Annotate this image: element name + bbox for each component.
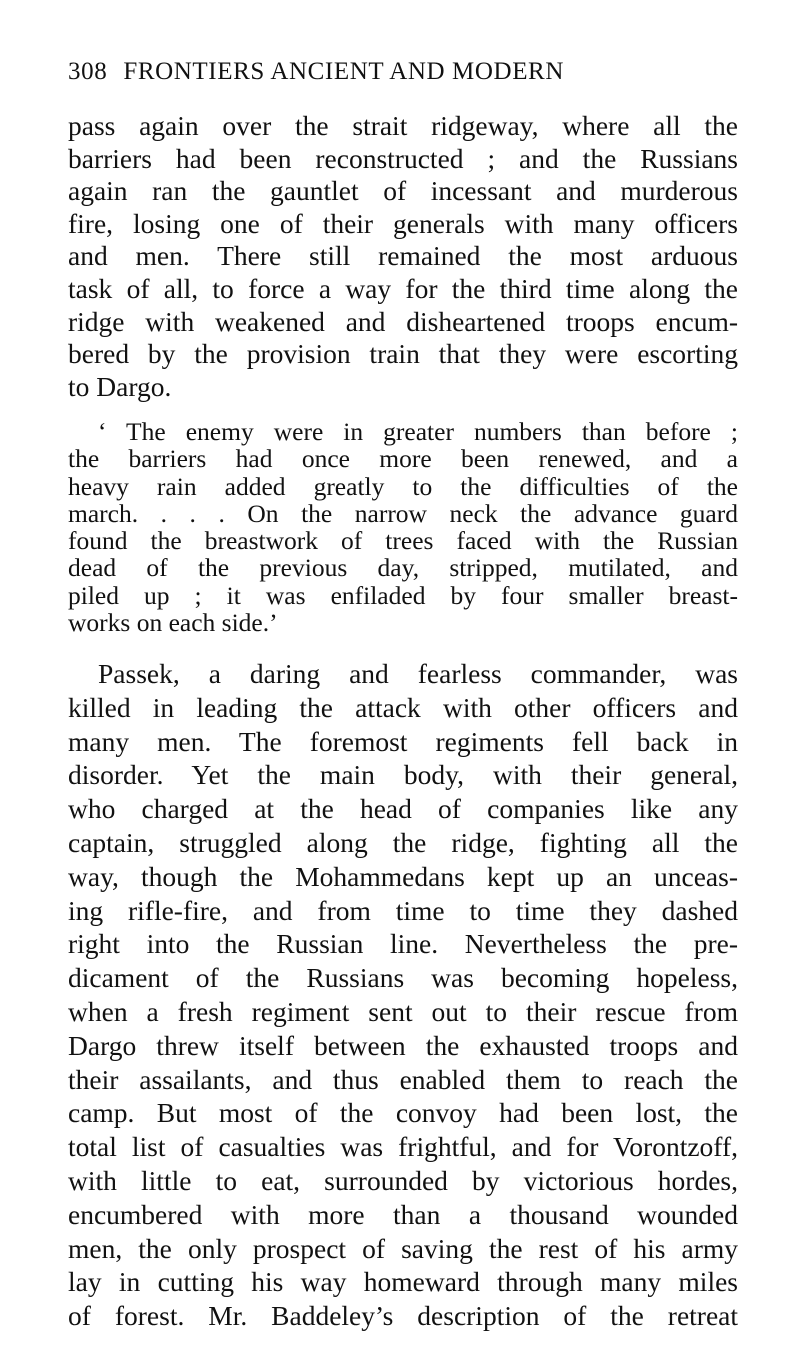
book-title: FRONTIERS ANCIENT AND MODERN xyxy=(123,58,564,85)
block-quote xyxy=(68,418,738,636)
text-line: camp. But most of the convoy had been lost, the xyxy=(68,1097,738,1129)
text-line: disorder. Yet the main body, with their general, xyxy=(68,759,738,791)
text-line: piled up ; it was enfiladed by four smaller breast- xyxy=(68,580,738,610)
text-line: their assailants, and thus enabled them to reach the xyxy=(68,1063,738,1095)
text-line: ing rifle-fire, and from time to time they dashed xyxy=(68,894,738,926)
text-line: Passek, a daring and fearless commander, was xyxy=(98,658,738,689)
text-line: barriers had been reconstructed ; and the Russians xyxy=(68,142,738,174)
text-line: captain, struggled along the ridge, fighting all the xyxy=(68,826,738,858)
text-line: and men. There still remained the most arduous xyxy=(68,240,738,272)
paragraph-2 xyxy=(68,657,738,1333)
text-line: many men. The foremost regiments fell back in xyxy=(68,725,738,757)
text-line: fire, losing one of their generals with many officers xyxy=(68,207,738,239)
text-line: killed in leading the attack with other officers and xyxy=(68,691,738,723)
text-line: heavy rain added greatly to the difficulties of the xyxy=(68,471,738,501)
text-line: encumbered with more than a thousand wounded xyxy=(68,1198,738,1230)
text-line: dead of the previous day, stripped, mutilated, and xyxy=(68,553,738,583)
paragraph-1 xyxy=(68,110,738,403)
text-line: men, the only prospect of saving the rest of his army xyxy=(68,1232,738,1264)
text-line: right into the Russian line. Nevertheless the pre- xyxy=(68,928,738,960)
text-line: pass again over the strait ridgeway, where all the xyxy=(68,110,738,141)
text-line: way, though the Mohammedans kept up an unceas- xyxy=(68,860,738,892)
text-line: again ran the gauntlet of incessant and murderous xyxy=(68,175,738,207)
text-line: ‘ The enemy were in greater numbers than before ; xyxy=(98,417,738,446)
text-line: to Dargo. xyxy=(68,370,172,402)
text-line: total list of casualties was frightful, and for Vorontzoff, xyxy=(68,1131,738,1163)
running-header xyxy=(68,58,564,86)
text-line: lay in cutting his way homeward through many miles xyxy=(68,1266,738,1298)
text-line: of forest. Mr. Baddeley’s description of the retreat xyxy=(68,1300,738,1332)
text-line: works on each side.’ xyxy=(68,608,278,638)
text-line: Dargo threw itself between the exhausted troops and xyxy=(68,1029,738,1061)
text-line: with little to eat, surrounded by victorious hordes, xyxy=(68,1164,738,1196)
text-line: dicament of the Russians was becoming hopeless, xyxy=(68,962,738,994)
page-number: 308 xyxy=(68,58,108,85)
text-line: task of all, to force a way for the third time along the xyxy=(68,272,738,304)
text-line: bered by the provision train that they were escorting xyxy=(68,338,738,370)
text-line: the barriers had once more been renewed, and a xyxy=(68,444,738,474)
text-line: who charged at the head of companies like any xyxy=(68,793,738,825)
text-line: ridge with weakened and disheartened troops encum- xyxy=(68,305,738,337)
text-line: found the breastwork of trees faced with the Russian xyxy=(68,526,738,556)
text-line: march. . . . On the narrow neck the advance guard xyxy=(68,498,738,528)
text-line: when a fresh regiment sent out to their rescue from xyxy=(68,995,738,1027)
